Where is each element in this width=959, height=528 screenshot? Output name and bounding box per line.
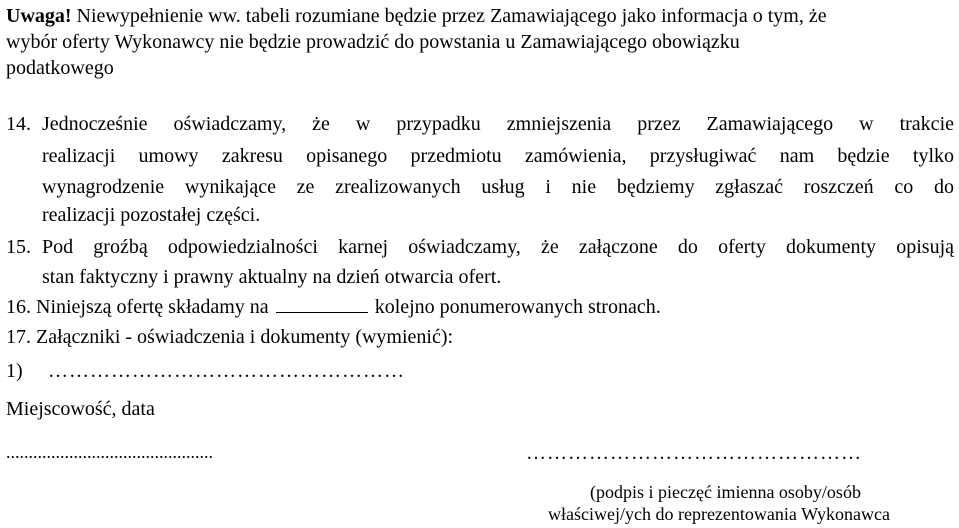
item-17-number: 17. xyxy=(6,326,31,348)
signature-caption-1: (podpis i pieczęć imienna osoby/osób xyxy=(590,482,861,502)
warning-line-3: podatkowego xyxy=(6,57,114,79)
item-14-line-4: realizacji pozostałej części. xyxy=(42,204,261,226)
item-15-line-1: Pod groźbą odpowiedzialności karnej oświadczamy, że załączone do oferty dokumenty opisują xyxy=(42,236,954,258)
warning-text-1: Niewypełnienie ww. tabeli rozumiane będzie przez Zamawiającego jako informacja o tym, że xyxy=(76,5,827,27)
item-14-number: 14. xyxy=(6,113,31,135)
signature-caption-2: właściwej/ych do reprezentowania Wykonawca xyxy=(548,504,890,524)
item-14-line-2: realizacji umowy zakresu opisanego przedmiotu zamówienia, przysługiwać nam będzie tylko xyxy=(42,145,954,167)
item-16-number: 16. xyxy=(6,296,31,318)
signature-dots[interactable]: ………………………………………… xyxy=(526,442,862,464)
place-date-label: Miejscowość, data xyxy=(6,398,155,420)
item-16-text-after: kolejno ponumerowanych stronach. xyxy=(374,296,661,318)
warning-line-1 xyxy=(6,4,827,28)
warning-line-2: wybór oferty Wykonawcy nie będzie prowadzić do powstania u Zamawiającego obowiązku xyxy=(6,31,740,53)
attachment-1-dots[interactable]: …………………………………………… xyxy=(48,360,405,382)
item-15-line-2: stan faktyczny i prawny aktualny na dzień otwarcia ofert. xyxy=(42,266,502,288)
page-count-blank[interactable] xyxy=(276,296,368,313)
attachment-1-number: 1) xyxy=(6,360,23,382)
item-14-line-1: Jednocześnie oświadczamy, że w przypadku zmniejszenia przez Zamawiającego w trakcie xyxy=(42,113,954,135)
place-date-dots[interactable]: .............................................. xyxy=(6,442,213,462)
item-15-number: 15. xyxy=(6,236,31,258)
item-16-text-before: Niniejszą ofertę składamy na xyxy=(36,296,269,318)
item-17-line xyxy=(6,325,453,349)
item-14-line-3: wynagrodzenie wynikające ze zrealizowanych usług i nie będziemy zgłaszać roszczeń co do xyxy=(42,176,954,198)
item-17-text: Załączniki - oświadczenia i dokumenty (wymienić): xyxy=(36,326,454,348)
item-16-line xyxy=(6,295,661,319)
warning-label: Uwaga! xyxy=(6,5,72,27)
